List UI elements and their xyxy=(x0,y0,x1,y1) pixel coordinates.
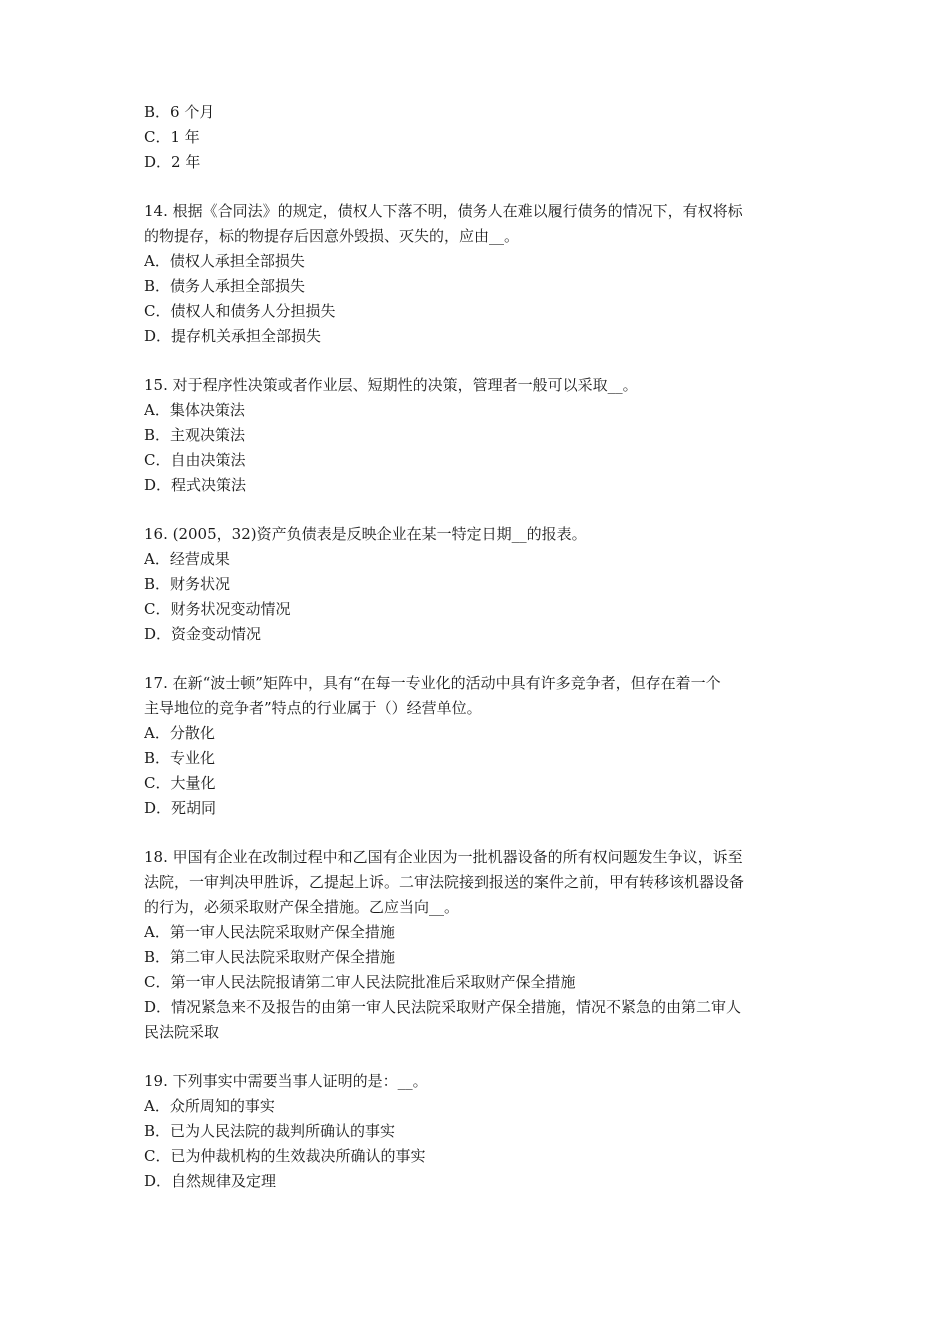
question-line: 18. 甲国有企业在改制过程中和乙国有企业因为一批机器设备的所有权问题发生争议，诉至 xyxy=(144,848,743,866)
option-line: D．情况紧急来不及报告的由第一审人民法院采取财产保全措施，情况不紧急的由第二审人 xyxy=(144,998,742,1016)
option-line: D．资金变动情况 xyxy=(144,625,262,643)
spacer xyxy=(144,647,820,671)
option-line: B．第二审人民法院采取财产保全措施 xyxy=(144,948,396,966)
question-14 xyxy=(144,199,820,349)
option-line: B．主观决策法 xyxy=(144,426,246,444)
option-line: C．已为仲裁机构的生效裁决所确认的事实 xyxy=(144,1147,426,1165)
option-line: C．大量化 xyxy=(144,774,216,792)
spacer xyxy=(144,498,820,522)
spacer xyxy=(144,175,820,199)
option-line: D．死胡同 xyxy=(144,799,217,817)
option-line: D．自然规律及定理 xyxy=(144,1172,277,1190)
spacer xyxy=(144,821,820,845)
question-line: 15. 对于程序性决策或者作业层、短期性的决策，管理者一般可以采取__。 xyxy=(144,376,638,394)
continued-options xyxy=(144,100,820,175)
question-19 xyxy=(144,1069,820,1194)
spacer xyxy=(144,349,820,373)
option-line: D．2 年 xyxy=(144,153,201,171)
option-line: B．财务状况 xyxy=(144,575,231,593)
option-line: C．1 年 xyxy=(144,128,200,146)
option-line: A．分散化 xyxy=(144,724,215,742)
option-line: A．众所周知的事实 xyxy=(144,1097,275,1115)
question-line: 17. 在新“波士顿”矩阵中，具有“在每一专业化的活动中具有许多竞争者，但存在着一个 xyxy=(144,674,721,692)
question-line: 14. 根据《合同法》的规定，债权人下落不明，债务人在难以履行债务的情况下，有权将标 xyxy=(144,202,743,220)
question-line: 19. 下列事实中需要当事人证明的是：__。 xyxy=(144,1072,428,1090)
question-line: 的物提存，标的物提存后因意外毁损、灭失的，应由__。 xyxy=(144,227,520,245)
option-line: B．6 个月 xyxy=(144,103,215,121)
spacer xyxy=(144,1045,820,1069)
document-page xyxy=(144,100,820,1194)
question-line: 主导地位的竞争者”特点的行业属于（）经营单位。 xyxy=(144,699,482,717)
option-line: D．程式决策法 xyxy=(144,476,247,494)
option-line: B．债务人承担全部损失 xyxy=(144,277,306,295)
question-15 xyxy=(144,373,820,498)
option-line: A．债权人承担全部损失 xyxy=(144,252,305,270)
option-line: C．债权人和债务人分担损失 xyxy=(144,302,336,320)
option-line: B．专业化 xyxy=(144,749,216,767)
option-line: D．提存机关承担全部损失 xyxy=(144,327,322,345)
option-line: B．已为人民法院的裁判所确认的事实 xyxy=(144,1122,396,1140)
option-line: C．财务状况变动情况 xyxy=(144,600,291,618)
option-line: A．集体决策法 xyxy=(144,401,245,419)
question-line: 法院，一审判决甲胜诉，乙提起上诉。二审法院接到报送的案件之前，甲有转移该机器设备 xyxy=(144,873,745,891)
question-line: 的行为，必须采取财产保全措施。乙应当向__。 xyxy=(144,898,460,916)
question-line: 16. (2005，32)资产负债表是反映企业在某一特定日期__的报表。 xyxy=(144,525,587,543)
option-line: 民法院采取 xyxy=(144,1023,220,1041)
question-18 xyxy=(144,845,820,1045)
question-17 xyxy=(144,671,820,821)
option-line: C．第一审人民法院报请第二审人民法院批准后采取财产保全措施 xyxy=(144,973,576,991)
option-line: A．经营成果 xyxy=(144,550,230,568)
option-line: C．自由决策法 xyxy=(144,451,246,469)
option-line: A．第一审人民法院采取财产保全措施 xyxy=(144,923,395,941)
question-16 xyxy=(144,522,820,647)
